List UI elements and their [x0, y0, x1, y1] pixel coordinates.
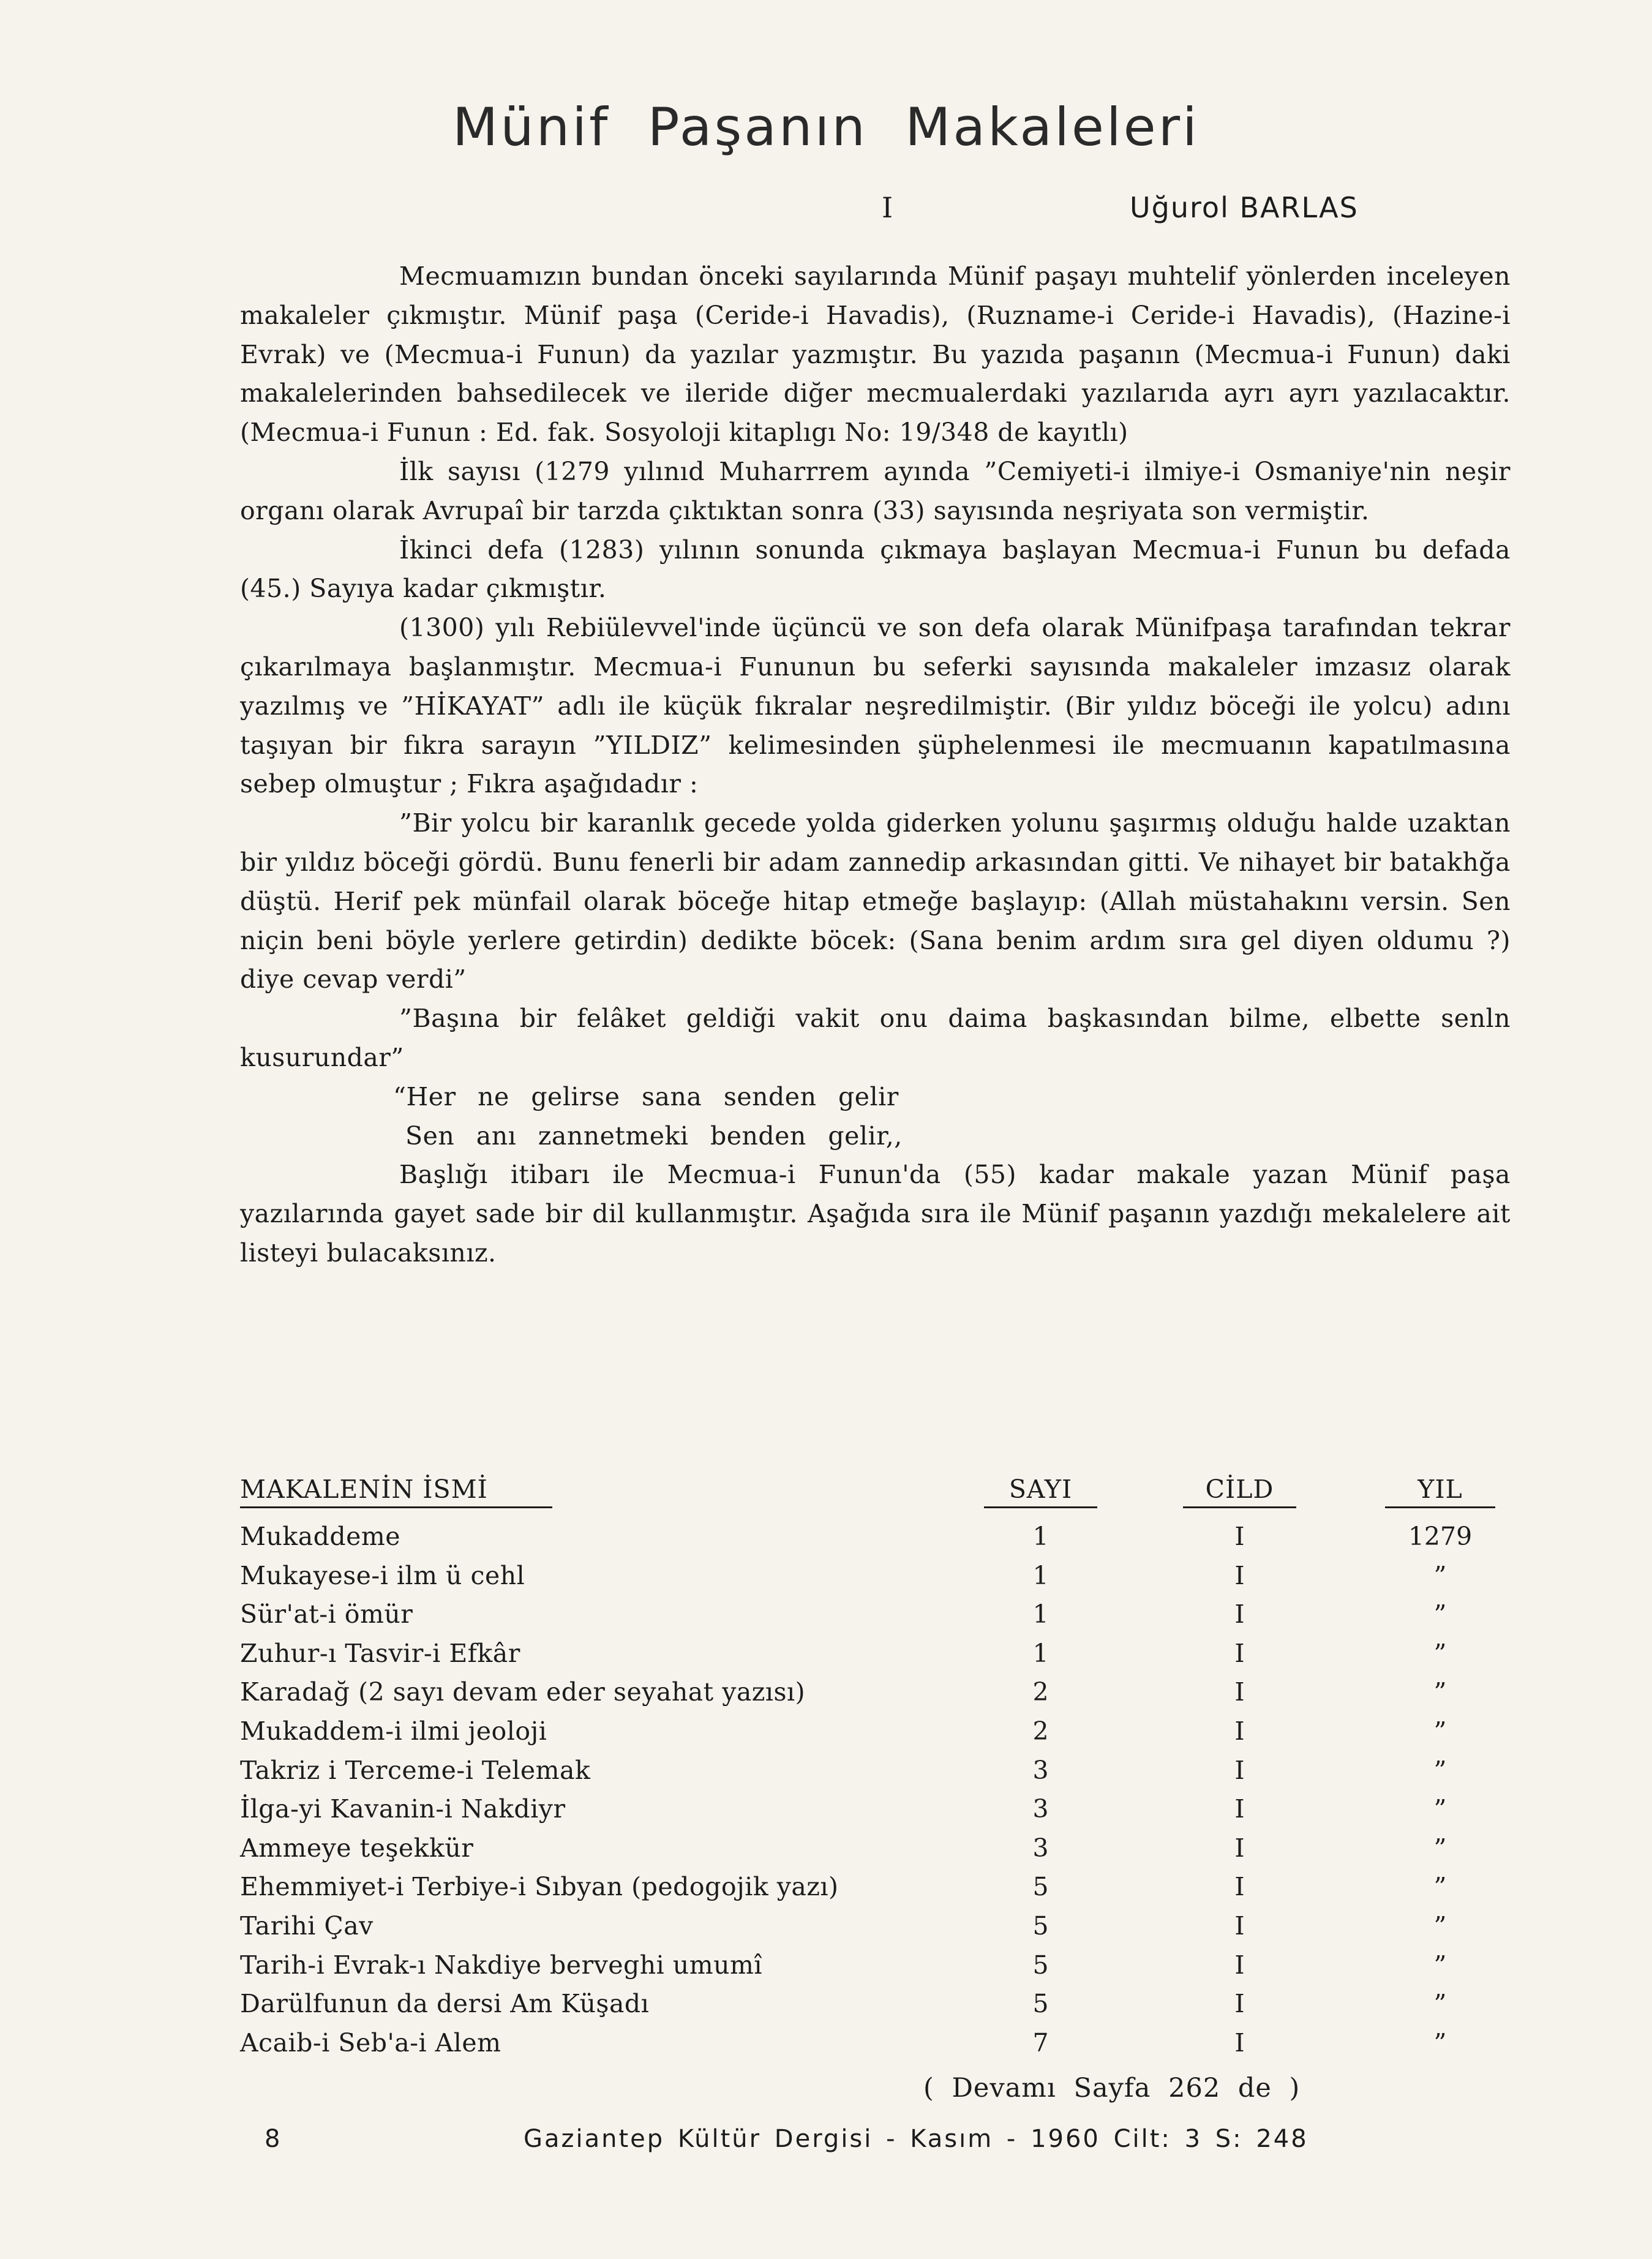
paragraph-closing: Başlığı itibarı ile Mecmua-i Funun'da (55) kadar makale yazan Münif paşa yazılarında gayet sade bir dil kullanmıştır. Aşağıda sıra ile Münif paşanın yazdığı mekalelere ait listeyi bulacaksınız. [240, 1160, 1511, 1268]
table-row [240, 1985, 1511, 2024]
volume-cell: I [1234, 1989, 1245, 2019]
article-name-cell: Darülfunun da dersi Am Küşadı [240, 1989, 650, 2019]
footer-publication: Gaziantep Kültür Dergisi - Kasım - 1960 Cilt: 3 S: 248 [524, 2125, 1308, 2153]
verse-line-1: “Her ne gelirse sana senden gelir [393, 1081, 899, 1111]
table-row [240, 1829, 1511, 1868]
volume-cell: I [1234, 1833, 1245, 1863]
header-issue: SAYI [984, 1475, 1097, 1508]
volume-cell: I [1234, 1950, 1245, 1980]
article-name-cell: Mukayese-i ilm ü cehl [240, 1560, 525, 1590]
verse-line-2: Sen anı zannetmeki benden gelir,, [405, 1121, 903, 1151]
article-title: Münif Paşanın Makaleleri [452, 97, 1200, 158]
volume-cell: I [1234, 1522, 1245, 1551]
year-cell: ” [1433, 2028, 1447, 2058]
table-row [240, 1517, 1511, 1557]
year-cell: ” [1433, 1989, 1447, 2019]
table-row [240, 2024, 1511, 2063]
header-article-name: MAKALENİN İSMİ [240, 1475, 552, 1508]
table-row [240, 1907, 1511, 1946]
volume-cell: I [1234, 1677, 1245, 1707]
header-year: YIL [1385, 1475, 1495, 1508]
table-row [240, 1712, 1511, 1751]
year-cell: ” [1433, 1872, 1447, 1902]
year-cell: ” [1433, 1716, 1447, 1746]
article-name-cell: Zuhur-ı Tasvir-i Efkâr [240, 1638, 520, 1668]
article-name-cell: Acaib-i Seb'a-i Alem [240, 2028, 501, 2058]
issue-cell: 3 [1032, 1755, 1049, 1785]
article-name-cell: Takriz i Terceme-i Telemak [240, 1755, 591, 1785]
year-cell: ” [1433, 1833, 1447, 1863]
article-body [240, 257, 1511, 1273]
paragraph-first-issue: İlk sayısı (1279 yılınıd Muharrrem ayında ”Cemiyeti-i ilmiye-i Osmaniye'nin neşir organı olarak Avrupaî bir tarzda çıktıktan sonra (33) sayısında neşriyata son vermiştir. [240, 456, 1511, 525]
article-name-cell: Tarih-i Evrak-ı Nakdiye berveghi umumî [240, 1950, 762, 1980]
section-number: I [882, 191, 893, 224]
volume-cell: I [1234, 1599, 1245, 1629]
issue-cell: 2 [1032, 1716, 1049, 1746]
volume-cell: I [1234, 1794, 1245, 1824]
table-row [240, 1557, 1511, 1596]
year-cell: ” [1433, 1794, 1447, 1824]
table-row [240, 1595, 1511, 1634]
table-header [240, 1468, 1511, 1517]
article-name-cell: Ammeye teşekkür [240, 1833, 474, 1863]
article-name-cell: Sür'at-i ömür [240, 1599, 413, 1629]
continued-note: ( Devamı Sayfa 262 de ) [923, 2073, 1301, 2103]
article-name-cell: Ehemmiyet-i Terbiye-i Sıbyan (pedogojik yazı) [240, 1872, 839, 1902]
article-name-cell: İlga-yi Kavanin-i Nakdiyr [240, 1794, 566, 1824]
volume-cell: I [1234, 1755, 1245, 1785]
footer-page-number: 8 [265, 2125, 280, 2153]
year-cell: ” [1433, 1638, 1447, 1668]
issue-cell: 1 [1032, 1522, 1049, 1551]
year-cell: ” [1433, 1599, 1447, 1629]
article-name-cell: Tarihi Çav [240, 1911, 374, 1941]
article-name-cell: Mukaddeme [240, 1522, 401, 1551]
table-row [240, 1868, 1511, 1907]
header-volume: CİLD [1183, 1475, 1296, 1508]
issue-cell: 5 [1032, 1950, 1049, 1980]
table-row [240, 1751, 1511, 1791]
table-body [240, 1517, 1511, 2062]
author-name: Uğurol BARLAS [1130, 191, 1359, 224]
paragraph-moral: ”Başına bir felâket geldiği vakit onu daima başkasından bilme, elbette senln kusurundar” [240, 1004, 1511, 1072]
year-cell: 1279 [1408, 1522, 1473, 1551]
volume-cell: I [1234, 1560, 1245, 1590]
year-cell: ” [1433, 1560, 1447, 1590]
issue-cell: 2 [1032, 1677, 1049, 1707]
paragraph-third-issue: (1300) yılı Rebiülevvel'inde üçüncü ve son defa olarak Münifpaşa tarafından tekrar çıkarılmaya başlanmıştır. Mecmua-i Fununun bu seferki sayısında makaleler imzasız olarak yazılmış ve ”HİKAYAT” adlı ile küçük fıkralar neşredilmiştir. (Bir yıldız böceği ile yolcu) adını taşıyan bir fıkra sarayın ”YILDIZ” kelimesinden şüphelenmesi ile mecmuanın kapatılmasına sebep olmuştur ; Fıkra aşağıdadır : [240, 613, 1511, 799]
volume-cell: I [1234, 1911, 1245, 1941]
year-cell: ” [1433, 1911, 1447, 1941]
volume-cell: I [1234, 1638, 1245, 1668]
volume-cell: I [1234, 1872, 1245, 1902]
issue-cell: 1 [1032, 1638, 1049, 1668]
issue-cell: 5 [1032, 1911, 1049, 1941]
year-cell: ” [1433, 1755, 1447, 1785]
table-row [240, 1946, 1511, 1985]
table-row [240, 1790, 1511, 1829]
article-name-cell: Mukaddem-i ilmi jeoloji [240, 1716, 547, 1746]
issue-cell: 1 [1032, 1560, 1049, 1590]
issue-cell: 7 [1032, 2028, 1049, 2058]
table-row [240, 1673, 1511, 1712]
paragraph-anecdote: ”Bir yolcu bir karanlık gecede yolda giderken yolunu şaşırmış olduğu halde uzaktan bir yıldız böceği gördü. Bunu fenerli bir adam zannedip arkasından gitti. Ve nihayet bir batakhğa düştü. Herif pek münfail olarak böceğe hitap etmeğe başlayıp: (Allah müstahakını versin. Sen niçin beni böyle yerlere getirdin) dedikte böcek: (Sana benim ardım sıra gel diyen oldumu ?) diye cevap verdi” [240, 808, 1511, 994]
paragraph-intro: Mecmuamızın bundan önceki sayılarında Münif paşayı muhtelif yönlerden inceleyen makaleler çıkmıştır. Münif paşa (Ceride-i Havadis), (Ruzname-i Ceride-i Havadis), (Hazine-i Evrak) ve (Mecmua-i Funun) da yazılar yazmıştır. Bu yazıda paşanın (Mecmua-i Funun) daki makalelerinden bahsedilecek ve ileride diğer mecmualerdaki yazılarıda ayrı ayrı yazılacaktır. (Mecmua-i Funun : Ed. fak. Sosyoloji kitaplıgı No: 19/348 de kayıtlı) [240, 261, 1511, 448]
paragraph-second-issue: İkinci defa (1283) yılının sonunda çıkmaya başlayan Mecmua-i Funun bu defada (45.) Sayıya kadar çıkmıştır. [240, 535, 1511, 604]
issue-cell: 5 [1032, 1989, 1049, 2019]
year-cell: ” [1433, 1950, 1447, 1980]
year-cell: ” [1433, 1677, 1447, 1707]
issue-cell: 3 [1032, 1794, 1049, 1824]
issue-cell: 1 [1032, 1599, 1049, 1629]
article-name-cell: Karadağ (2 sayı devam eder seyahat yazısı) [240, 1677, 806, 1707]
issue-cell: 5 [1032, 1872, 1049, 1902]
table-row [240, 1634, 1511, 1674]
articles-table [240, 1468, 1511, 2062]
verse [240, 1078, 1511, 1156]
volume-cell: I [1234, 1716, 1245, 1746]
issue-cell: 3 [1032, 1833, 1049, 1863]
volume-cell: I [1234, 2028, 1245, 2058]
